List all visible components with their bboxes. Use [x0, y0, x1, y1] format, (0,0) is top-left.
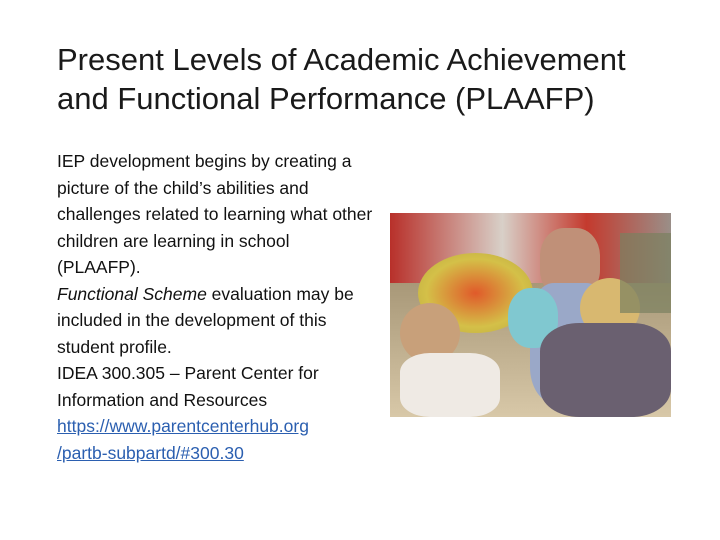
title-line-2: and Functional Performance (PLAAFP) — [57, 81, 595, 116]
functional-scheme-term: Functional Scheme — [57, 283, 207, 304]
paragraph-idea: IDEA 300.305 – Parent Center for Information and Resources — [57, 363, 319, 410]
link-line-2: /partb-subpartd/#300.30 — [57, 442, 244, 463]
slide-body — [57, 148, 377, 466]
paragraph-functional-scheme — [57, 281, 377, 361]
slide-title — [57, 40, 697, 118]
title-line-1: Present Levels of Academic Achievement — [57, 42, 626, 77]
link-line-1: https://www.parentcenterhub.org — [57, 416, 309, 436]
photo-children-with-adults — [390, 213, 671, 417]
parentcenterhub-link[interactable] — [57, 416, 309, 463]
paragraph-rest: evaluation may be included in the development of this student profile. — [57, 283, 354, 357]
paragraph-plaafp: IEP development begins by creating a picture of the child’s abilities and challenges related to learning what other children are learning in school (PLAAFP). — [57, 151, 373, 277]
